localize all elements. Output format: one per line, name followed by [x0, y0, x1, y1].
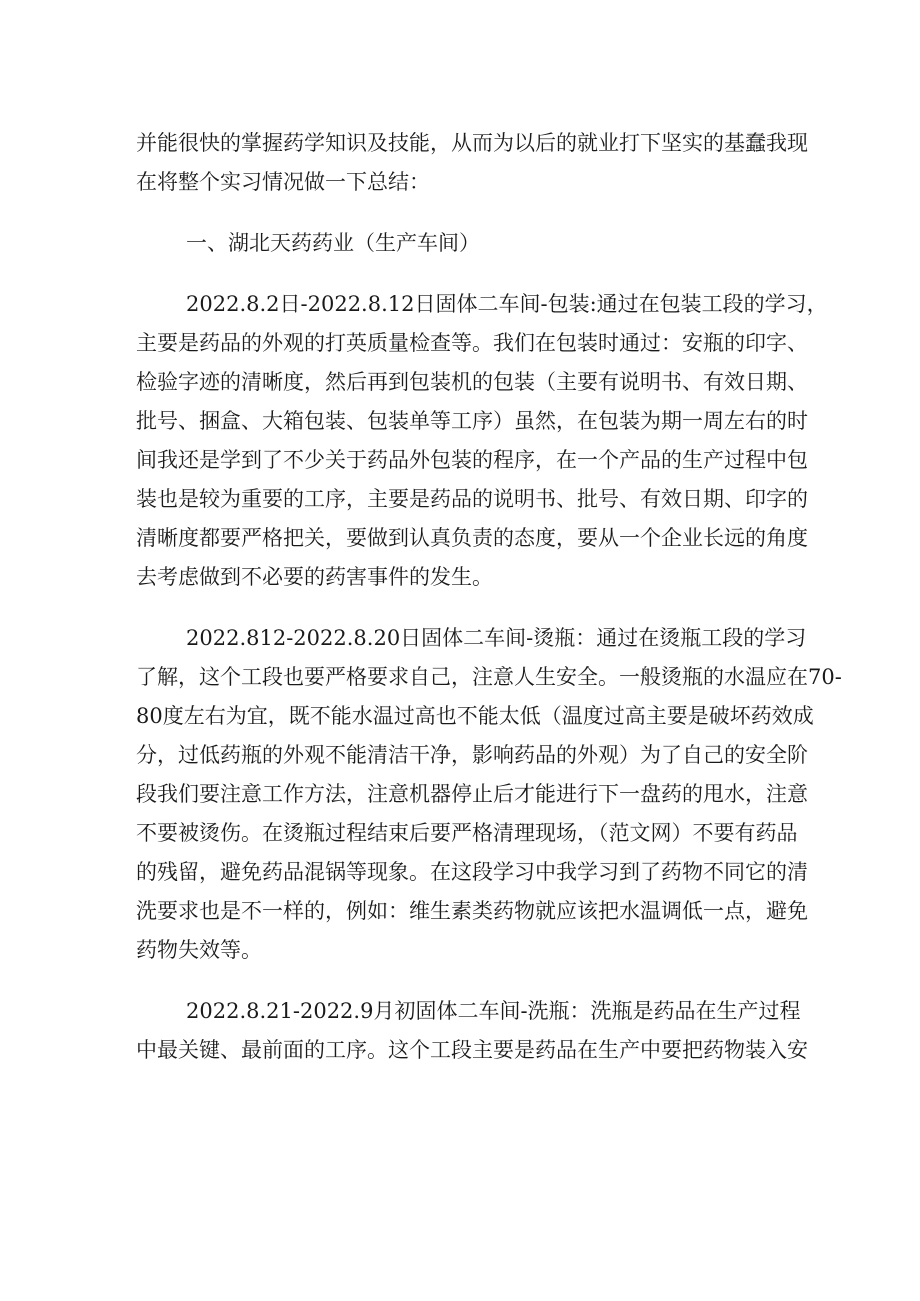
text-line: 洗要求也是不一样的，例如：维生素类药物就应该把水温调低一点，避免: [136, 899, 808, 923]
text-line: 了解，这个工段也要严格要求自己，注意人生安全。一般烫瓶的水温应在70-: [136, 665, 842, 689]
text-line: 检验字迹的清晰度，然后再到包装机的包装（主要有说明书、有效日期、: [136, 370, 808, 394]
text-line: 装也是较为重要的工序，主要是药品的说明书、批号、有效日期、印字的: [136, 487, 808, 511]
text-line: 间我还是学到了不少关于药品外包装的程序，在一个产品的生产过程中包: [136, 448, 808, 472]
text-line: 2022.8.21-2022.9月初固体二车间-洗瓶：洗瓶是药品在生产过程: [186, 999, 801, 1023]
text-line: 药物失效等。: [136, 938, 262, 962]
text-line: 主要是药品的外观的打英质量检查等。我们在包装时通过：安瓶的印字、: [136, 331, 808, 355]
text-line: 2022.812-2022.8.20日固体二车间-烫瓶：通过在烫瓶工段的学习: [186, 626, 807, 650]
text-line: 去考虑做到不必要的药害事件的发生。: [136, 565, 493, 589]
text-line: 段我们要注意工作方法，注意机器停止后才能进行下一盘药的甩水，注意: [136, 782, 808, 806]
paragraph-bottle-scalding: [136, 619, 842, 970]
text-line: 2022.8.2日-2022.8.12日固体二车间-包装:通过在包装工段的学习，: [186, 292, 828, 316]
paragraph-bottle-washing: [136, 992, 808, 1070]
text-line: 并能很快的掌握药学知识及技能，从而为以后的就业打下坚实的基蠢我现: [136, 131, 808, 155]
text-line: 的残留，避免药品混锅等现象。在这段学习中我学习到了药物不同它的清: [136, 860, 808, 884]
paragraph-intro-continuation: [136, 124, 808, 202]
text-line: 清晰度都要严格把关，要做到认真负责的态度，要从一个企业长远的角度: [136, 526, 808, 550]
text-line: 一、湖北天药药业（生产车间）: [186, 231, 480, 255]
text-line: 在将整个实习情况做一下总结：: [136, 170, 430, 194]
document-body: [136, 124, 842, 1070]
text-line: 中最关键、最前面的工序。这个工段主要是药品在生产中要把药物装入安: [136, 1038, 808, 1062]
text-line: 不要被烫伤。在烫瓶过程结束后要严格清理现场，（范文网）不要有药品: [136, 821, 798, 845]
text-line: 分，过低药瓶的外观不能清洁干净，影响药品的外观）为了自己的安全阶: [136, 743, 808, 767]
section-heading: [136, 224, 790, 263]
text-line: 80度左右为宜，既不能水温过高也不能太低（温度过高主要是破坏药效成: [136, 704, 814, 728]
paragraph-packaging: [136, 285, 828, 597]
text-line: 批号、捆盒、大箱包装、包装单等工序）虽然，在包装为期一周左右的时: [136, 409, 808, 433]
